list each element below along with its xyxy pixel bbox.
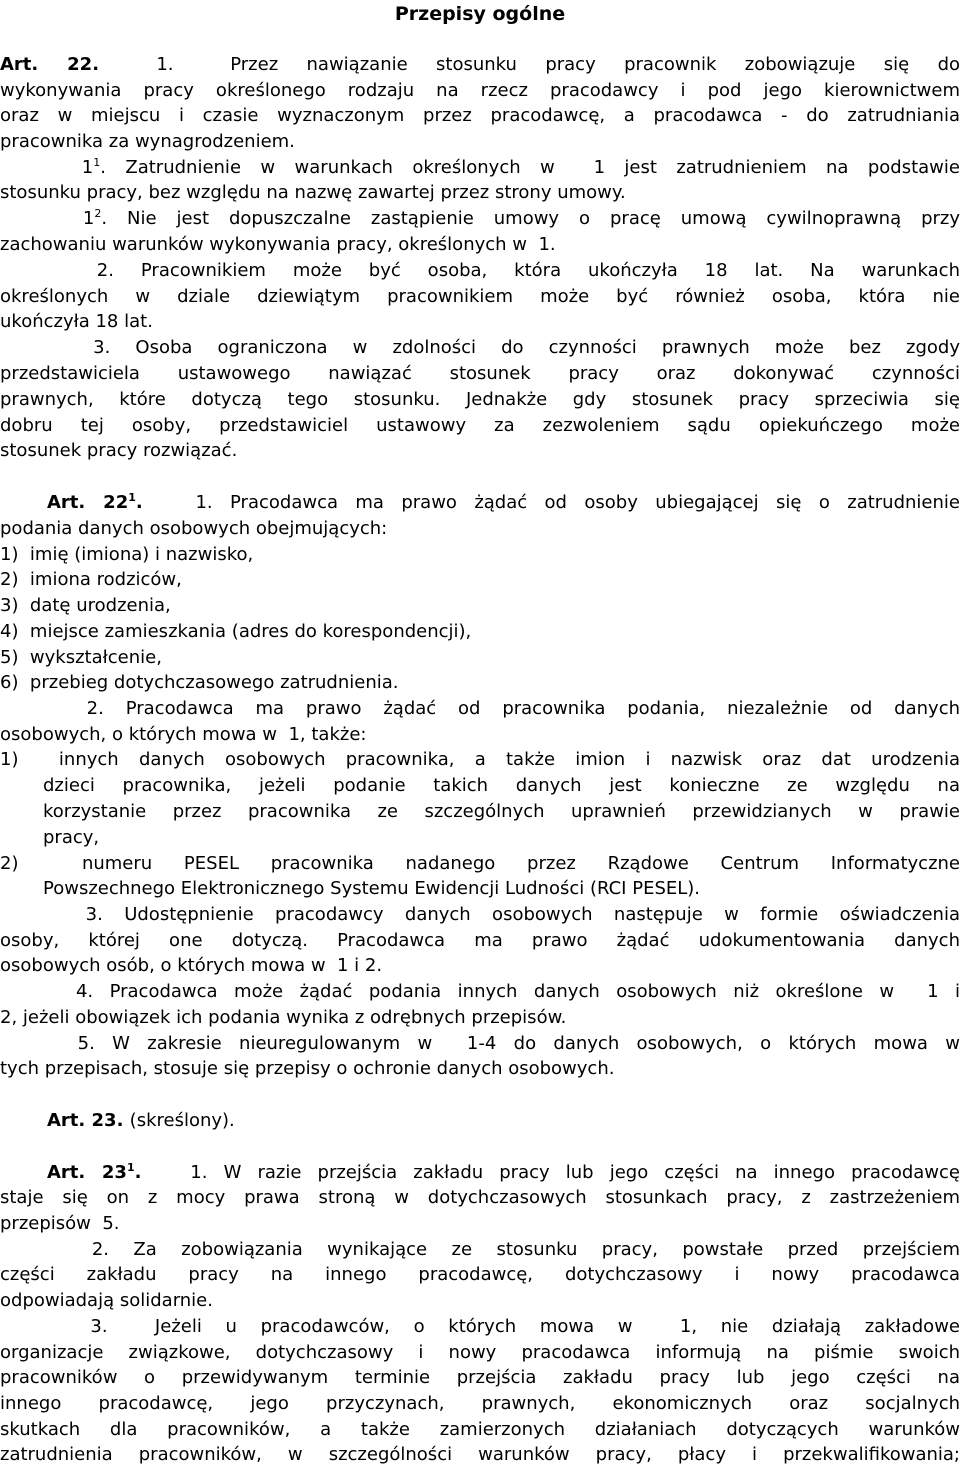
text-segment: . Zatrudnienie w warunkach określonych w 1 jest zatrudnieniem na podstawie <box>100 157 960 178</box>
text-line <box>0 1288 960 1314</box>
text-line <box>43 1237 960 1263</box>
text-line <box>43 773 960 799</box>
text-segment: pracowników o przewidywanym terminie przejścia zakładu pracy lub jego części na <box>0 1367 960 1388</box>
text-segment: . Nie jest dopuszczalne zastąpienie umowy o pracę umową cywilnoprawną przy <box>101 208 960 229</box>
text-segment: przedstawiciela ustawowego nawiązać stosunek pracy oraz dokonywać czynności <box>0 363 960 384</box>
text-line <box>0 1056 960 1082</box>
text-segment: dzieci pracownika, jeżeli podanie takich danych jest konieczne ze względu na <box>43 775 960 796</box>
text-segment: (skreślony). <box>129 1110 235 1131</box>
text-line <box>43 799 960 825</box>
text-line <box>0 1391 960 1417</box>
text-segment: osobowych, o których mowa w 1, także: <box>0 724 367 745</box>
text-line <box>0 284 960 310</box>
text-line <box>0 103 960 129</box>
text-segment: 1 <box>43 208 95 229</box>
text-segment: 1) innych danych osobowych pracownika, a także imion i nazwisk oraz dat urodzenia <box>0 749 960 770</box>
text-segment: Powszechnego Elektronicznego Systemu Ewidencji Ludności (RCI PESEL). <box>43 878 701 899</box>
text-line <box>0 387 960 413</box>
text-segment: . <box>134 1162 159 1183</box>
text-line <box>0 593 960 619</box>
text-line <box>43 206 960 232</box>
page-title: Przepisy ogólne <box>394 3 566 25</box>
text-segment: prawnych, które dotyczą tego stosunku. Jednakże gdy stosunek pracy sprzeciwia się <box>0 389 960 410</box>
text-segment: 1 <box>128 491 136 504</box>
text-line <box>0 670 960 696</box>
text-segment: tych przepisach, stosuje się przepisy o ochronie danych osobowych. <box>0 1058 615 1079</box>
text-segment: staje się on z mocy prawa stroną w dotychczasowych stosunkach pracy, z zastrzeżeniem <box>0 1187 960 1208</box>
text-line <box>47 490 960 516</box>
text-segment: zatrudnienia pracowników, w szczególności warunków pracy, płacy i przekwalifikowania; <box>0 1444 960 1465</box>
text-line <box>0 722 960 748</box>
text-segment: 5) wykształcenie, <box>0 647 162 668</box>
text-segment: wykonywania pracy określonego rodzaju na rzecz pracodawcy i pod jego kierownictwem <box>0 80 960 101</box>
text-segment: ukończyła 18 lat. <box>0 311 153 332</box>
text-line <box>43 335 960 361</box>
text-segment: Art. 22 <box>47 492 129 513</box>
text-line <box>0 567 960 593</box>
text-line <box>0 52 960 78</box>
text-segment: 6) przebieg dotychczasowego zatrudnienia. <box>0 672 399 693</box>
text-line <box>0 232 960 258</box>
text-line <box>0 953 960 979</box>
text-line <box>0 180 960 206</box>
text-segment: 3) datę urodzenia, <box>0 595 171 616</box>
text-line <box>0 1211 960 1237</box>
text-line <box>0 78 960 104</box>
text-segment: Art. 22. <box>0 54 128 75</box>
text-line <box>0 645 960 671</box>
text-segment: Art. 23 <box>47 1162 127 1183</box>
text-segment: części zakładu pracy na innego pracodawcę, dotychczasowy i nowy pracodawca <box>0 1264 960 1285</box>
text-segment: stosunek pracy rozwiązać. <box>0 440 238 461</box>
text-line <box>0 438 960 464</box>
text-line <box>0 928 960 954</box>
text-segment: dobru tej osoby, przedstawiciel ustawowy za zezwoleniem sądu opiekuńczego może <box>0 415 960 436</box>
text-segment: 2. Za zobowiązania wynikające ze stosunku pracy, powstałe przed przejściem <box>43 1239 960 1260</box>
text-segment: 1. Pracodawca ma prawo żądać od osoby ubiegającej się o zatrudnienie <box>160 492 960 513</box>
text-line <box>43 902 960 928</box>
text-segment: pracy, <box>43 827 100 848</box>
text-segment: organizacje związkowe, dotychczasowy i nowy pracodawca informują na piśmie swoich <box>0 1342 960 1363</box>
text-segment: odpowiadają solidarnie. <box>0 1290 213 1311</box>
text-line <box>43 825 960 851</box>
text-segment: 2, jeżeli obowiązek ich podania wynika z odrębnych przepisów. <box>0 1007 567 1028</box>
text-line <box>0 129 960 155</box>
text-segment: osobowych osób, o których mowa w 1 i 2. <box>0 955 383 976</box>
text-line <box>0 542 960 568</box>
text-segment: 4. Pracodawca może żądać podania innych danych osobowych niż określone w 1 i <box>43 981 960 1002</box>
text-line <box>43 876 960 902</box>
text-segment: 2) numeru PESEL pracownika nadanego przez Rządowe Centrum Informatyczne <box>0 853 960 874</box>
text-line <box>0 619 960 645</box>
text-line <box>0 1365 960 1391</box>
text-line <box>43 1314 960 1340</box>
text-segment: innego pracodawcę, jego przyczynach, prawnych, ekonomicznych oraz socjalnych <box>0 1393 960 1414</box>
text-segment: 2) imiona rodziców, <box>0 569 182 590</box>
text-segment: stosunku pracy, bez względu na nazwę zawartej przez strony umowy. <box>0 182 626 203</box>
text-segment: 1) imię (imiona) i nazwisko, <box>0 544 254 565</box>
text-segment: podania danych osobowych obejmujących: <box>0 518 388 539</box>
text-segment: osoby, której one dotyczą. Pracodawca ma prawo żądać udokumentowania danych <box>0 930 960 951</box>
text-line <box>0 747 960 773</box>
text-segment: 3. Jeżeli u pracodawców, o których mowa w 1, nie działają zakładowe <box>43 1316 960 1337</box>
text-line <box>0 361 960 387</box>
text-line <box>0 851 960 877</box>
text-line <box>47 1108 960 1134</box>
text-line <box>43 258 960 284</box>
text-segment: korzystanie przez pracownika ze szczególnych uprawnień przewidzianych w prawie <box>43 801 960 822</box>
text-segment: 2. Pracownikiem może być osoba, która ukończyła 18 lat. Na warunkach <box>43 260 960 281</box>
text-line <box>47 1160 960 1186</box>
text-segment: 3. Udostępnienie pracodawcy danych osobowych następuje w formie oświadczenia <box>43 904 960 925</box>
text-line <box>0 1340 960 1366</box>
text-line <box>43 1031 960 1057</box>
text-line <box>0 1417 960 1443</box>
text-segment: 3. Osoba ograniczona w zdolności do czynności prawnych może bez zgody <box>43 337 960 358</box>
text-segment: 1. Przez nawiązanie stosunku pracy pracownik zobowiązuje się do <box>127 54 960 75</box>
text-segment: Art. 23. <box>47 1110 130 1131</box>
text-segment: określonych w dziale dziewiątym pracownikiem może być również osoba, która nie <box>0 286 960 307</box>
text-segment: 2. Pracodawca ma prawo żądać od pracownika podania, niezależnie od danych <box>43 698 960 719</box>
text-line <box>43 155 960 181</box>
text-segment: pracownika za wynagrodzeniem. <box>0 131 295 152</box>
text-line <box>43 979 960 1005</box>
text-segment: 1 <box>43 157 94 178</box>
text-line <box>0 1185 960 1211</box>
text-segment: oraz w miejscu i czasie wyznaczonym przez pracodawcę, a pracodawca - do zatrudniania <box>0 105 960 126</box>
text-segment: 1 <box>126 1161 135 1174</box>
text-line <box>0 1442 960 1468</box>
text-segment: . <box>135 492 161 513</box>
text-segment: przepisów 5. <box>0 1213 120 1234</box>
text-segment: 1 <box>93 156 101 169</box>
text-line <box>0 516 960 542</box>
text-line <box>0 1005 960 1031</box>
text-line <box>0 309 960 335</box>
text-segment: 4) miejsce zamieszkania (adres do korespondencji), <box>0 621 472 642</box>
text-segment: 2 <box>94 207 102 220</box>
text-line <box>0 1262 960 1288</box>
text-segment: zachowaniu warunków wykonywania pracy, określonych w 1. <box>0 234 556 255</box>
text-line <box>43 696 960 722</box>
text-segment: 5. W zakresie nieuregulowanym w 1-4 do danych osobowych, o których mowa w <box>43 1033 960 1054</box>
text-segment: skutkach dla pracowników, a także zamierzonych działaniach dotyczących warunków <box>0 1419 960 1440</box>
text-line <box>0 413 960 439</box>
text-segment: 1. W razie przejścia zakładu pracy lub jego części na innego pracodawcę <box>158 1162 960 1183</box>
